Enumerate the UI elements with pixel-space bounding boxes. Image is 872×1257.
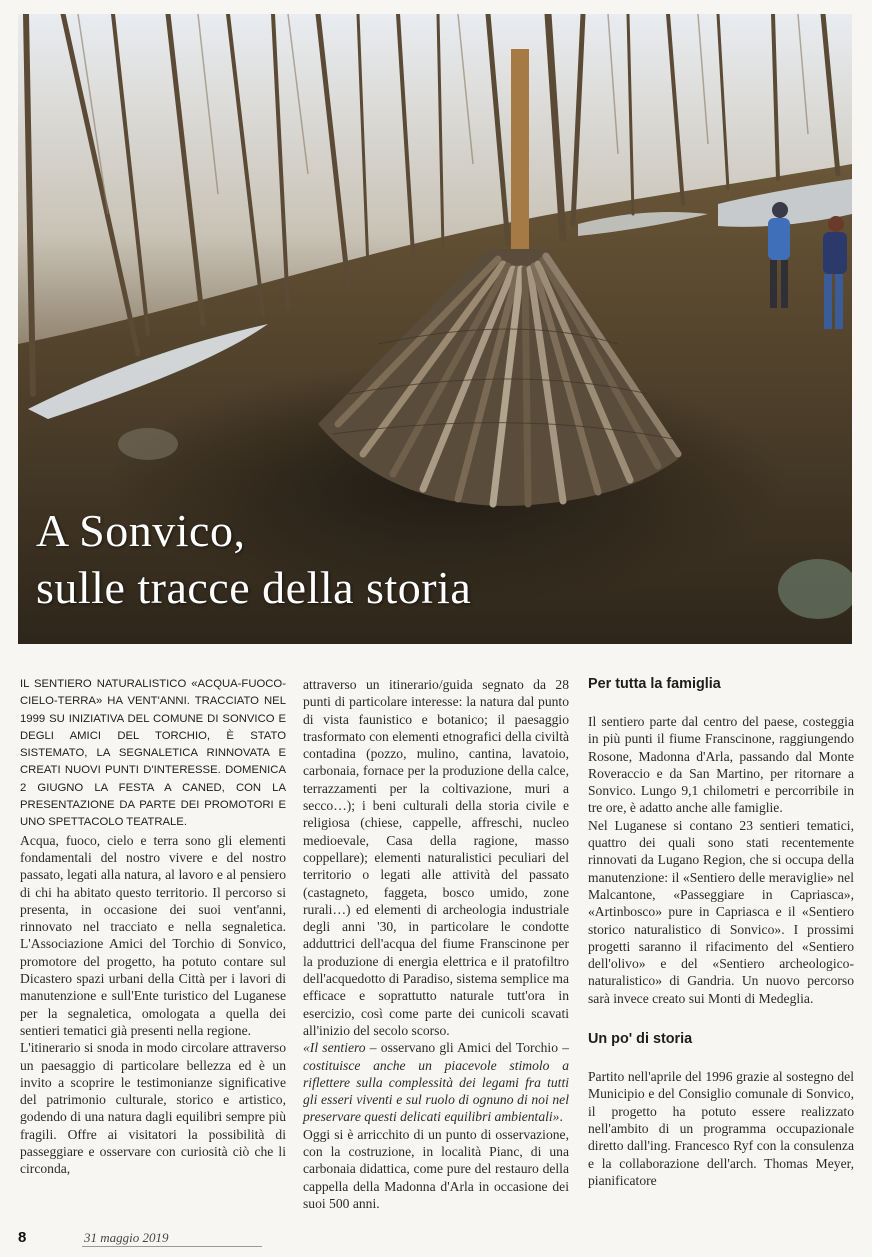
hero-photo	[18, 14, 852, 644]
body-paragraph: Nel Luganese si contano 23 sentieri tematici, quattro dei quali sono stati recentemente rinnovati da Lugano Region, che si occupa della manutenzione: il «Sentiero delle meraviglie» nel Malcantone, «Passeggiare in Capriasca», «Artinbosco» pure in Capriasca e il «Sentiero storico naturalistico di Sonvico». I prossimi progetti saranno il rifacimento del «Sentiero dell'olivo» e del «Sentiero archeologico-naturalistico» di Gandria. Un nuovo percorso sarà invece creato sui Monti di Medeglia.	[588, 817, 854, 1006]
column-1	[20, 676, 286, 1178]
article-title-line2: sulle tracce della storia	[36, 562, 472, 613]
body-paragraph: L'itinerario si snoda in modo circolare attraverso un paesaggio di particolare bellezza ed è un invito a scoprire le testimonianze significative del patrimonio culturale, storico e artistico, godendo di una natura dagli equilibri sempre più fragili. Offre ai visitatori la possibilità di passeggiare e osservare con curiosità ciò che li circonda,	[20, 1040, 286, 1177]
body-paragraph: Acqua, fuoco, cielo e terra sono gli elementi fondamentali del nostro vivere e del nostro passato, legati alla natura, al lavoro e al pensiero di chi ha abitato questo territorio. Il percorso si presenta, in occasione dei suoi vent'anni, rinnovato nel tracciato e nella segnaletica. L'Associazione Amici del Torchio di Sonvico, promotore del progetto, ha potuto contare sul Dicastero spazi urbani della Città per i lavori di manutenzione e sull'Ente turistico del Luganese per la segnaletica, omologata a quella dei sentieri tematici già presenti nella regione.	[20, 832, 286, 1038]
body-paragraph: Il sentiero parte dal centro del paese, costeggia in più punti il fiume Franscinone, raggiungendo Rosone, Madonna d'Arla, passando dal Monte Roveraccio e da San Martino, per ritornare a Sonvico. Lungo 9,1 chilometri e percorribile in tre ore, è adatto anche alle famiglie.	[588, 714, 854, 816]
body-paragraph: Oggi si è arricchito di un punto di osservazione, con la costruzione, in località Pianc, di una carbonaia didattica, come pure del restauro della cappella della Madonna d'Arla in occasione dei suoi 500 anni.	[303, 1126, 569, 1211]
column-3	[588, 676, 854, 1189]
lead-paragraph: IL SENTIERO NATURALISTICO «ACQUA-FUOCO-CIELO-TERRA» HA VENT'ANNI. TRACCIATO NEL 1999 SU INIZIATIVA DEL COMUNE DI SONVICO E DEGLI AMICI DEL TORCHIO, È STATO SISTEMATO, LA SEGNALETICA RINNOVATA E CREATI NUOVI PUNTI D'INTERESSE. DOMENICA 2 GIUGNO LA FESTA A CANED, CON LA PRESENTAZIONE DA PARTE DEI PROMOTORI E UNO SPETTACOLO TEATRALE.	[20, 678, 286, 829]
quote-attribution: – osservano gli Amici del Torchio –	[365, 1040, 569, 1056]
quote-open: «Il sentiero	[303, 1040, 366, 1056]
article-title	[36, 502, 471, 616]
section-heading: Per tutta la famiglia	[588, 676, 721, 692]
quote-text: costituisce anche un piacevole stimolo a riflettere sulla complessità dei legami fra tutti gli esseri viventi e sul ruolo di ognuno di noi nel preservare questi delicati equilibri ambientali»	[303, 1057, 569, 1125]
issue-date: 31 maggio 2019	[84, 1230, 169, 1245]
footer-divider	[82, 1246, 262, 1247]
body-paragraph: attraverso un itinerario/guida segnato da 28 punti di particolare interesse: la natura dal punto di vista faunistico e botanico; il paesaggio trasformato con elementi etnografici della civiltà contadina (pozzo, mulino, cantina, lavatoio, carbonaia, fornace per la produzione della calce, terrazzamenti per la coltivazione, muri a secco…); i beni culturali della storia civile e religiosa (chiese, cappelle, affreschi, nucleo medioevale, Casa della ragione, masso coppellare); elementi naturalistici peculiari del territorio o legati alle attività del passato (castagneto, faggeta, bosco umido, zone rurali…) ed elementi di archeologia industriale degli anni '30, in particolare le condotte adduttrici dell'acqua del fiume Franscinone per la produzione di energia elettrica e il pratofiltro dell'acquedotto di Paradiso, sistema semplice ma efficace e soprattutto naturale tutt'ora in esercizio, così come parte dei cunicoli scavati all'inizio del secolo scorso.	[303, 677, 569, 1038]
page-number: 8	[18, 1229, 27, 1246]
column-2	[303, 676, 569, 1212]
body-paragraph: Partito nell'aprile del 1996 grazie al sostegno del Municipio e del Consiglio comunale di Sonvico, il progetto ha potuto essere realizzato nell'ambito di un programma occupazionale diretto dall'ing. Francesco Ryf con la consulenza e la collaborazione dell'arch. Thomas Meyer, pianificatore	[588, 1069, 854, 1188]
section-heading: Un po' di storia	[588, 1031, 693, 1048]
article-title-line1: A Sonvico,	[36, 505, 246, 556]
quote-paragraph	[303, 1039, 569, 1125]
quote-end: .	[559, 1109, 563, 1125]
page-footer	[18, 1229, 854, 1249]
